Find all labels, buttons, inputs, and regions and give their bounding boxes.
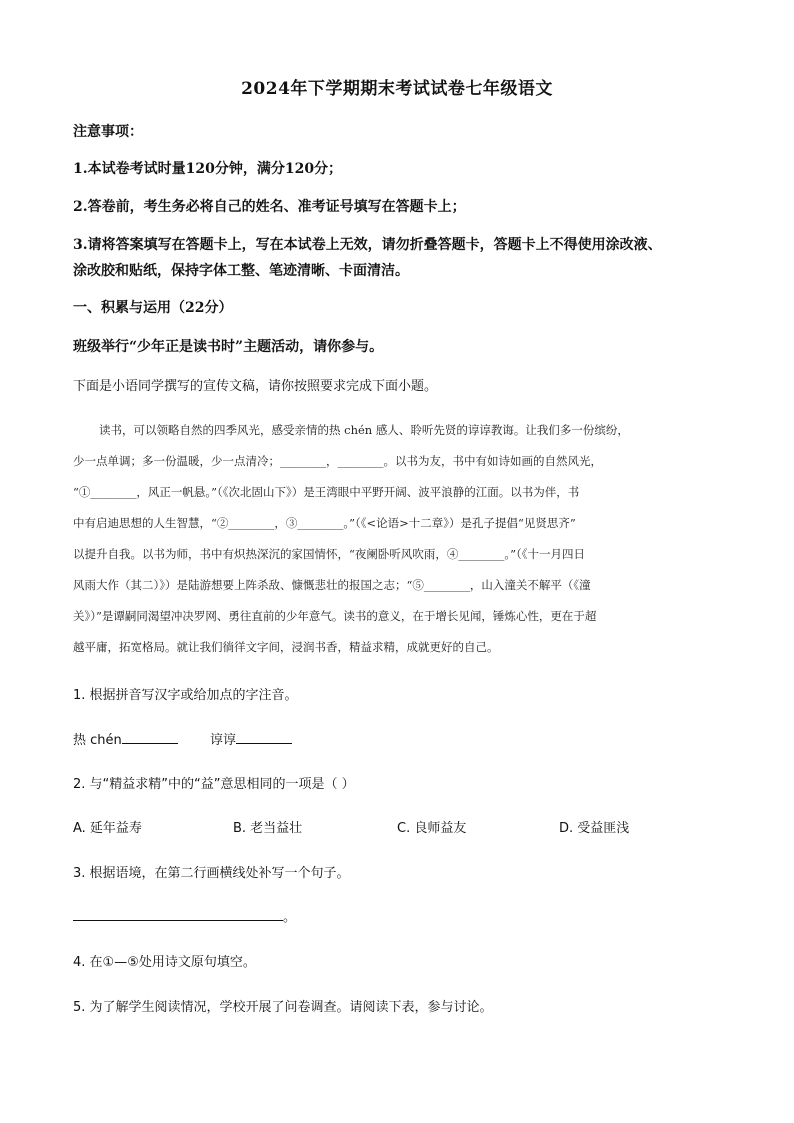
section-heading: 一、积累与运用（22分） — [73, 300, 233, 316]
question-2: 2. 与“精益求精”中的“益”意思相同的一项是（ ） — [73, 777, 355, 792]
passage-line: 少一点单调；多一份温暖，少一点清冷；________，________。以书为友，书中有如诗如画的自然风光， — [73, 454, 602, 468]
question-5: 5. 为了解学生阅读情况，学校开展了问卷调查。请阅读下表，参与讨论。 — [73, 1000, 493, 1015]
passage-line: 越平庸，拓宽格局。就让我们徜徉文字间，浸润书香，精益求精，成就更好的自己。 — [73, 640, 499, 654]
notice-item-3: 3.请将答案填写在答题卡上，写在本试卷上无效，请勿折叠答题卡，答题卡上不得使用涂改液、 — [73, 237, 662, 253]
passage-line: 以提升自我。以书为师，书中有炽热深沉的家国情怀，“夜阑卧听风吹雨，④________。”（《十一月四日 — [73, 547, 586, 561]
notice-heading: 注意事项： — [73, 124, 143, 140]
notice-item-2: 2.答卷前，考生务必将自己的姓名、准考证号填写在答题卡上； — [73, 199, 466, 215]
question-3-answer — [73, 906, 296, 925]
q1-a-label: 热 chén — [73, 733, 122, 748]
q1-b-label: 谆谆 — [210, 733, 237, 748]
notice-item-3-cont: 涂改胶和贴纸，保持字体工整、笔迹清晰、卡面清洁。 — [73, 263, 409, 279]
q3-end-mark: 。 — [283, 910, 297, 925]
question-1: 1. 根据拼音写汉字或给加点的字注音。 — [73, 688, 298, 703]
question-1-answers — [73, 729, 292, 748]
passage-line: 中有启迪思想的人生智慧，“②________，③________。”（《<论语>十二章》）是孔子提倡“见贤思齐” — [73, 516, 576, 530]
activity-prompt: 班级举行“少年正是读书时”主题活动，请你参与。 — [73, 339, 384, 355]
q3-blank[interactable] — [73, 908, 283, 921]
question-3: 3. 根据语境，在第二行画横线处补写一个句子。 — [73, 866, 350, 881]
passage-line: 风雨大作（其二）》）是陆游想要上阵杀敌、慷慨悲壮的报国之志；“⑤________，山入潼关不解平（《潼 — [73, 578, 591, 592]
passage-line: 读书，可以领略自然的四季风光，感受亲情的热 chén 感人、聆听先贤的谆谆教诲。让我们多一份缤纷， — [99, 423, 629, 437]
page-title: 2024年下学期期末考试试卷七年级语文 — [241, 79, 553, 99]
q2-option-d[interactable]: D. 受益匪浅 — [559, 821, 630, 836]
section-intro: 下面是小语同学撰写的宣传文稿，请你按照要求完成下面小题。 — [73, 379, 438, 394]
question-4: 4. 在①—⑤处用诗文原句填空。 — [73, 955, 256, 970]
passage-line: 关》）”是谭嗣同渴望冲决罗网、勇往直前的少年意气。读书的意义，在于增长见闻，锤炼心性，更在于超 — [73, 609, 597, 623]
q2-option-c[interactable]: C. 良师益友 — [397, 821, 467, 836]
notice-item-1: 1.本试卷考试时量120分钟，满分120分； — [73, 161, 343, 177]
q1-a-blank[interactable] — [122, 731, 178, 744]
q2-option-a[interactable]: A. 延年益寿 — [73, 821, 142, 836]
q2-option-b[interactable]: B. 老当益壮 — [233, 821, 303, 836]
q1-b-blank[interactable] — [236, 731, 292, 744]
passage-line: “①________，风正一帆悬。”（《次北固山下》）是王湾眼中平野开阔、波平浪静的江面。以书为伴，书 — [73, 485, 580, 499]
